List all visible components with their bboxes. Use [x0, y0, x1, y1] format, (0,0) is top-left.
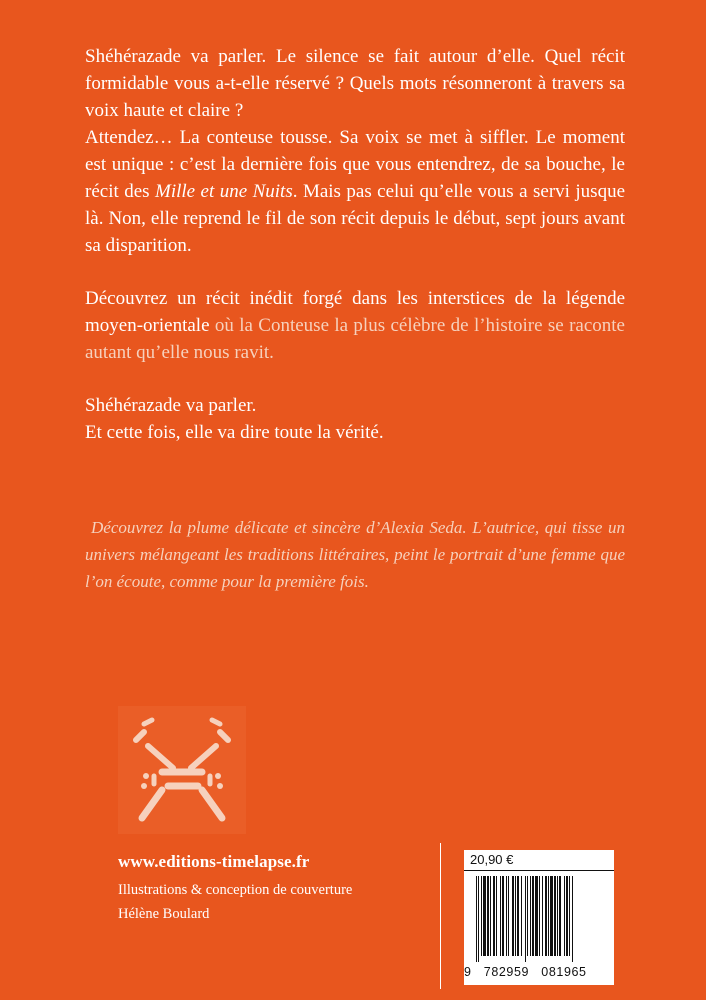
barcode-bar: [545, 876, 547, 956]
price-divider: [464, 870, 614, 871]
blurb-closing-line-1: Shéhérazade va parler.: [85, 395, 257, 416]
barcode-label: [464, 850, 614, 985]
isbn-digits: 9 782959 081965: [464, 965, 587, 979]
blurb-paragraph-3: [85, 285, 625, 366]
barcode-bar: [481, 876, 482, 956]
barcode-bar: [559, 876, 561, 956]
barcode-bar: [502, 876, 504, 956]
author-quote: Découvrez la plume délicate et sincère d’Alexia Seda. L’autrice, qui tisse un univers mélangeant les traditions littéraires, peint le portrait d’une femme que l’on écoute, comme pour la première fois.: [85, 518, 625, 591]
barcode-bar: [550, 876, 553, 956]
barcode-bar: [493, 876, 495, 956]
cover-credit-name: Hélène Boulard: [118, 906, 210, 922]
barcode-bar: [566, 876, 568, 956]
cover-credit-label: Illustrations & conception de couverture: [118, 882, 353, 898]
barcode-bar: [525, 876, 526, 962]
barcode-bar: [476, 876, 477, 962]
book-title-mention: Mille et une Nuits: [155, 181, 293, 202]
blurb-paragraph-2-start: Attendez… La conteuse tousse. Sa voix se met à siffler. Le moment est unique : c’est la dernière fois que vous entendrez, de sa bouche, le récit des: [85, 127, 625, 202]
barcode-bar: [496, 876, 497, 956]
barcode-bar: [572, 876, 573, 962]
blurb-paragraph-2-end: . Mais pas celui qu’elle vous a servi jusque là. Non, elle reprend le fil de son récit depuis le début, sept jours avant sa disparition.: [85, 181, 625, 256]
barcode-bar: [490, 876, 491, 956]
publisher-footer: [118, 850, 352, 926]
barcode-bar: [515, 876, 516, 956]
barcode-bar: [530, 876, 531, 956]
barcode-bar: [508, 876, 509, 956]
blurb-closing-line-2: Et cette fois, elle va dire toute la vérité.: [85, 422, 384, 443]
barcode-bar: [483, 876, 486, 956]
isbn-barcode-icon: [474, 876, 606, 964]
barcode-bar: [532, 876, 534, 956]
barcode-bar: [527, 876, 528, 956]
barcode-bar: [478, 876, 479, 962]
back-cover-blurb: [85, 43, 625, 446]
barcode-bar: [535, 876, 538, 956]
barcode-bar: [487, 876, 489, 956]
blurb-paragraph-1: Shéhérazade va parler. Le silence se fait autour d’elle. Quel récit formidable vous a-t-elle réservé ? Quels mots résonneront à travers sa voix haute et claire ?: [85, 46, 625, 121]
logo-graphic: [118, 706, 246, 834]
barcode-bar: [564, 876, 565, 956]
blurb-paragraph-2: [85, 124, 625, 259]
barcode-bar: [554, 876, 556, 956]
barcode-bar: [542, 876, 543, 956]
barcode-bar: [521, 876, 522, 956]
barcode-bar: [506, 876, 507, 956]
blurb-paragraph-3-end: où la Conteuse la plus célèbre de l’histoire se raconte autant qu’elle nous ravit.: [85, 315, 625, 363]
barcode-bar: [517, 876, 519, 956]
price-label: 20,90 €: [470, 852, 514, 867]
barcode-bar: [500, 876, 501, 956]
barcode-bar: [557, 876, 558, 956]
blurb-paragraph-4: [85, 392, 625, 446]
barcode-bar: [548, 876, 549, 956]
blurb-paragraph-3-start: Découvrez un récit inédit forgé dans les interstices de la légende moyen-orientale: [85, 288, 625, 336]
timelapse-publisher-logo-icon: [118, 706, 246, 834]
barcode-bar: [512, 876, 514, 956]
barcode-bar: [569, 876, 570, 956]
publisher-website-link[interactable]: www.editions-timelapse.fr: [118, 852, 310, 871]
barcode-bar: [539, 876, 540, 956]
